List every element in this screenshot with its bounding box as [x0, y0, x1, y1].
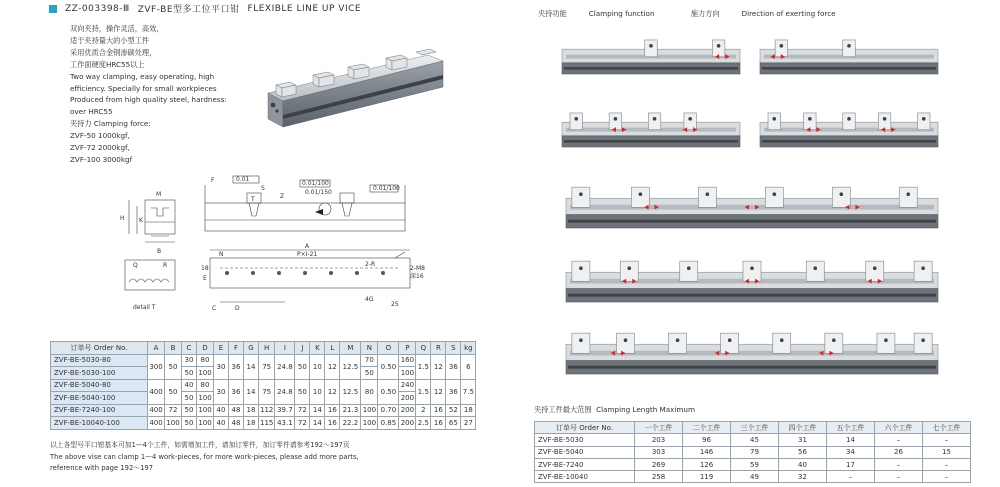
col-header: 四个工件 — [779, 422, 827, 434]
order-no-cell: ZVF-BE-5030-80 — [51, 354, 148, 367]
cell: 72 — [165, 404, 182, 417]
note-line: 以上各型号平口钳基本可加1—4个工件，如需增加工件，请加订零件，加订零件请参考192～197页 — [50, 441, 350, 449]
col-header: D — [197, 342, 214, 355]
table-row — [51, 354, 476, 367]
cell: 50 — [182, 404, 197, 417]
technical-drawing — [115, 160, 425, 315]
cell: 43.1 — [275, 417, 295, 430]
col-header: 六个工件 — [875, 422, 923, 434]
col-header: E — [214, 342, 229, 355]
cell: – — [875, 471, 923, 483]
cell: 75 — [259, 379, 275, 404]
cell: 240 — [399, 379, 416, 392]
cell: 400 — [148, 417, 165, 430]
cell: 14 — [244, 354, 259, 379]
order-no-cell: ZVF-BE-10040-100 — [51, 417, 148, 430]
order-no-cell: ZVF-BE-5030 — [535, 434, 635, 446]
cell: 10 — [310, 354, 325, 379]
cell: 115 — [259, 417, 275, 430]
cell: 200 — [399, 404, 416, 417]
header-square-icon — [49, 5, 57, 13]
col-header: 二个工件 — [683, 422, 731, 434]
desc-line: over HRC55 — [70, 107, 113, 117]
col-header: N — [361, 342, 378, 355]
cell: 80 — [197, 354, 214, 367]
function-en: Clamping function — [588, 9, 655, 18]
vice-diagram — [760, 34, 938, 74]
dim-label-f: F — [211, 177, 215, 184]
cell: 80 — [361, 379, 378, 404]
cell: 24.8 — [275, 354, 295, 379]
dim-label-e: E — [203, 275, 207, 282]
cell: 52 — [446, 404, 461, 417]
cell: 160 — [399, 354, 416, 367]
desc-line: Two way clamping, easy operating, high — [70, 71, 215, 81]
cell: 16 — [431, 417, 446, 430]
cell: 18 — [244, 417, 259, 430]
dim-label-s: S — [261, 185, 265, 192]
dim-label-b: B — [157, 248, 162, 255]
cell: 59 — [731, 458, 779, 470]
col-header: P — [399, 342, 416, 355]
cell: 100 — [197, 392, 214, 405]
desc-line: ZVF-72 2000kgf, — [70, 143, 130, 153]
cell: 16 — [325, 417, 340, 430]
cell: 72 — [295, 404, 310, 417]
dim-label-2r: 2-R — [365, 261, 376, 268]
desc-line: efficiency. Specially for small workpieces — [70, 83, 217, 93]
cell: – — [923, 471, 971, 483]
order-no-cell: ZVF-BE-5040-80 — [51, 379, 148, 392]
cell: 200 — [399, 392, 416, 405]
col-header: S — [446, 342, 461, 355]
cell: 56 — [779, 446, 827, 458]
cell: 50 — [361, 367, 378, 380]
cell: 24.8 — [275, 379, 295, 404]
cell: 50 — [295, 354, 310, 379]
cell: 300 — [148, 354, 165, 379]
dim-label-p: P×I-21 — [297, 251, 318, 258]
cell: 112 — [259, 404, 275, 417]
notes — [50, 440, 359, 475]
tolerance-1: 0.01 — [236, 176, 250, 183]
cell: 400 — [148, 379, 165, 404]
cell: 26 — [875, 446, 923, 458]
cell: 22.2 — [340, 417, 361, 430]
desc-line: 夹持力 Clamping force: — [70, 119, 151, 129]
order-no-cell: ZVF-BE-5030-100 — [51, 367, 148, 380]
cell: 49 — [731, 471, 779, 483]
cell: 36 — [229, 354, 244, 379]
col-header: Q — [416, 342, 431, 355]
dim-label-g: 4G — [365, 296, 374, 303]
cell: 40 — [779, 458, 827, 470]
dim-label-q: Q — [133, 262, 138, 269]
cell: 269 — [635, 458, 683, 470]
dim-label-25: 25 — [391, 301, 399, 308]
cell: 12 — [325, 379, 340, 404]
cell: 14 — [244, 379, 259, 404]
table-row — [51, 379, 476, 392]
vice-diagram — [760, 107, 938, 147]
order-no-cell: ZVF-BE-7240 — [535, 458, 635, 470]
spec-table — [50, 341, 476, 430]
dim-label-c: C — [212, 305, 217, 312]
cell: 50 — [182, 417, 197, 430]
dim-label-depth: 深16 — [410, 273, 424, 280]
cell: 50 — [182, 392, 197, 405]
col-header: K — [310, 342, 325, 355]
cell: 14 — [310, 404, 325, 417]
note-line: The above vise can clamp 1—4 work-pieces, for more work-pieces, please add more parts, — [50, 452, 359, 461]
cell: 48 — [229, 404, 244, 417]
cell: 36 — [229, 379, 244, 404]
cell: 203 — [635, 434, 683, 446]
order-no-cell: ZVF-BE-7240-100 — [51, 404, 148, 417]
cell: 17 — [827, 458, 875, 470]
function-cn: 夹持功能 — [538, 9, 567, 18]
cell: 50 — [165, 354, 182, 379]
col-header: J — [295, 342, 310, 355]
vice-diagram — [562, 107, 740, 147]
cell: 70 — [361, 354, 378, 367]
header-title-cn: ZVF-BE型多工位平口钳 — [137, 5, 240, 15]
col-header: M — [340, 342, 361, 355]
cell: 119 — [683, 471, 731, 483]
col-header: C — [182, 342, 197, 355]
cell: 100 — [361, 404, 378, 417]
cell: 32 — [779, 471, 827, 483]
table-row — [535, 471, 971, 483]
col-header: 订单号 Order No. — [535, 422, 635, 434]
table-row — [535, 446, 971, 458]
col-header: 一个工件 — [635, 422, 683, 434]
col-header: F — [229, 342, 244, 355]
cell: 39.7 — [275, 404, 295, 417]
page-header — [49, 2, 361, 15]
cell: 12.5 — [340, 354, 361, 379]
cell: 16 — [325, 404, 340, 417]
spec-table-header — [51, 342, 476, 355]
cell: 50 — [182, 367, 197, 380]
desc-line: 适于夹持量大的小型工件 — [70, 35, 150, 45]
cell: 15 — [923, 446, 971, 458]
dim-label-2m8: 2-M8 — [410, 265, 425, 272]
desc-line: Produced from high quality steel, hardness: — [70, 95, 227, 105]
vice-diagram — [566, 254, 938, 302]
table-row — [535, 458, 971, 470]
cell: 12 — [325, 354, 340, 379]
range-title — [534, 405, 695, 415]
dim-label-18: 18 — [201, 265, 209, 272]
cell: 31 — [779, 434, 827, 446]
dim-label-t: T — [251, 196, 255, 203]
cell: 303 — [635, 446, 683, 458]
col-header: O — [378, 342, 399, 355]
dim-label-h: H — [120, 215, 125, 222]
cell: 40 — [182, 379, 197, 392]
dim-label-m: M — [156, 191, 162, 198]
cell: 100 — [361, 417, 378, 430]
table-row — [51, 404, 476, 417]
cell: 12.5 — [340, 379, 361, 404]
cell: 65 — [446, 417, 461, 430]
cell: 0.50 — [378, 379, 399, 404]
dim-label-z: Z — [280, 193, 285, 200]
cell: 36 — [446, 379, 461, 404]
cell: 96 — [683, 434, 731, 446]
cell: 100 — [197, 404, 214, 417]
direction-cn: 施力方向 — [690, 9, 720, 18]
desc-line: 采用优质合金钢渗碳处理， — [70, 47, 157, 57]
desc-line: 工作面硬度HRC55以上 — [70, 59, 145, 69]
cell: 100 — [399, 367, 416, 380]
col-header: 三个工件 — [731, 422, 779, 434]
col-header: 订单号 Order No. — [51, 342, 148, 355]
col-header: I — [275, 342, 295, 355]
col-header: G — [244, 342, 259, 355]
desc-line: ZVF-50 1000kgf, — [70, 131, 130, 141]
cell: 30 — [214, 379, 229, 404]
table-row — [51, 417, 476, 430]
dim-label-k: K — [139, 217, 143, 224]
tolerance-3: 0.01/150 — [305, 189, 332, 196]
dim-label-r: R — [163, 262, 168, 269]
cell: 30 — [182, 354, 197, 367]
tolerance-4: 0.01/100 — [373, 185, 400, 192]
cell: 79 — [731, 446, 779, 458]
cell: – — [923, 458, 971, 470]
col-header: H — [259, 342, 275, 355]
clamping-function-title — [538, 9, 858, 19]
desc-line: ZVF-100 3000kgf — [70, 154, 133, 164]
cell: 0.70 — [378, 404, 399, 417]
table-row — [535, 434, 971, 446]
col-header: kg — [461, 342, 476, 355]
cell: 48 — [229, 417, 244, 430]
col-header: A — [148, 342, 165, 355]
dim-label-d: D — [235, 305, 240, 312]
cell: – — [827, 471, 875, 483]
cell: 2.5 — [416, 417, 431, 430]
cell: 50 — [295, 379, 310, 404]
cell: 16 — [431, 404, 446, 417]
cell: 12 — [431, 379, 446, 404]
range-title-en: Clamping Length Maximum — [596, 405, 695, 414]
direction-en: Direction of exerting force — [741, 9, 836, 18]
vice-diagram — [562, 34, 740, 74]
cell: 0.85 — [378, 417, 399, 430]
order-no-cell: ZVF-BE-5040-100 — [51, 392, 148, 405]
cell: 50 — [165, 379, 182, 404]
cell: 0.50 — [378, 354, 399, 379]
cell: 100 — [197, 417, 214, 430]
vice-diagram — [566, 180, 938, 228]
range-title-cn: 夹持工件最大范围 — [534, 405, 592, 414]
cell: 14 — [827, 434, 875, 446]
cell: 258 — [635, 471, 683, 483]
col-header: 五个工件 — [827, 422, 875, 434]
dim-label-a: A — [305, 243, 310, 250]
cell: 2 — [416, 404, 431, 417]
order-no-cell: ZVF-BE-5040 — [535, 446, 635, 458]
cell: 7.5 — [461, 379, 476, 404]
cell: 34 — [827, 446, 875, 458]
cell: 14 — [310, 417, 325, 430]
cell: 400 — [148, 404, 165, 417]
range-table — [534, 421, 971, 483]
cell: 100 — [197, 367, 214, 380]
cell: 18 — [461, 404, 476, 417]
cell: 200 — [399, 417, 416, 430]
cell: 72 — [295, 417, 310, 430]
col-header: R — [431, 342, 446, 355]
product-description — [70, 23, 240, 166]
cell: 18 — [244, 404, 259, 417]
cell: 126 — [683, 458, 731, 470]
cell: 75 — [259, 354, 275, 379]
cell: – — [875, 434, 923, 446]
cell: – — [923, 434, 971, 446]
col-header: B — [165, 342, 182, 355]
col-header: L — [325, 342, 340, 355]
cell: 1.5 — [416, 354, 431, 379]
cell: 6 — [461, 354, 476, 379]
cell: 36 — [446, 354, 461, 379]
col-header: 七个工件 — [923, 422, 971, 434]
cell: 27 — [461, 417, 476, 430]
detail-label: detail T — [133, 304, 156, 311]
desc-line: 双向夹持，操作灵活，高效， — [70, 24, 164, 33]
cell: 1.5 — [416, 379, 431, 404]
dim-label-n: N — [219, 251, 224, 258]
cell: 100 — [165, 417, 182, 430]
cell: 21.3 — [340, 404, 361, 417]
cell: 30 — [214, 354, 229, 379]
cell: 12 — [431, 354, 446, 379]
tolerance-2: 0.01/100 — [302, 180, 329, 187]
order-no-cell: ZVF-BE-10040 — [535, 471, 635, 483]
cell: 45 — [731, 434, 779, 446]
cell: – — [875, 458, 923, 470]
vice-diagram — [566, 326, 938, 374]
cell: 40 — [214, 404, 229, 417]
range-table-header — [535, 422, 971, 434]
product-photo — [268, 55, 443, 140]
cell: 80 — [197, 379, 214, 392]
header-code: ZZ-003398-Ⅲ — [65, 3, 130, 14]
header-title-en: FLEXIBLE LINE UP VICE — [247, 3, 362, 14]
cell: 10 — [310, 379, 325, 404]
note-line: reference with page 192～197 — [50, 464, 154, 472]
cell: 40 — [214, 417, 229, 430]
cell: 146 — [683, 446, 731, 458]
